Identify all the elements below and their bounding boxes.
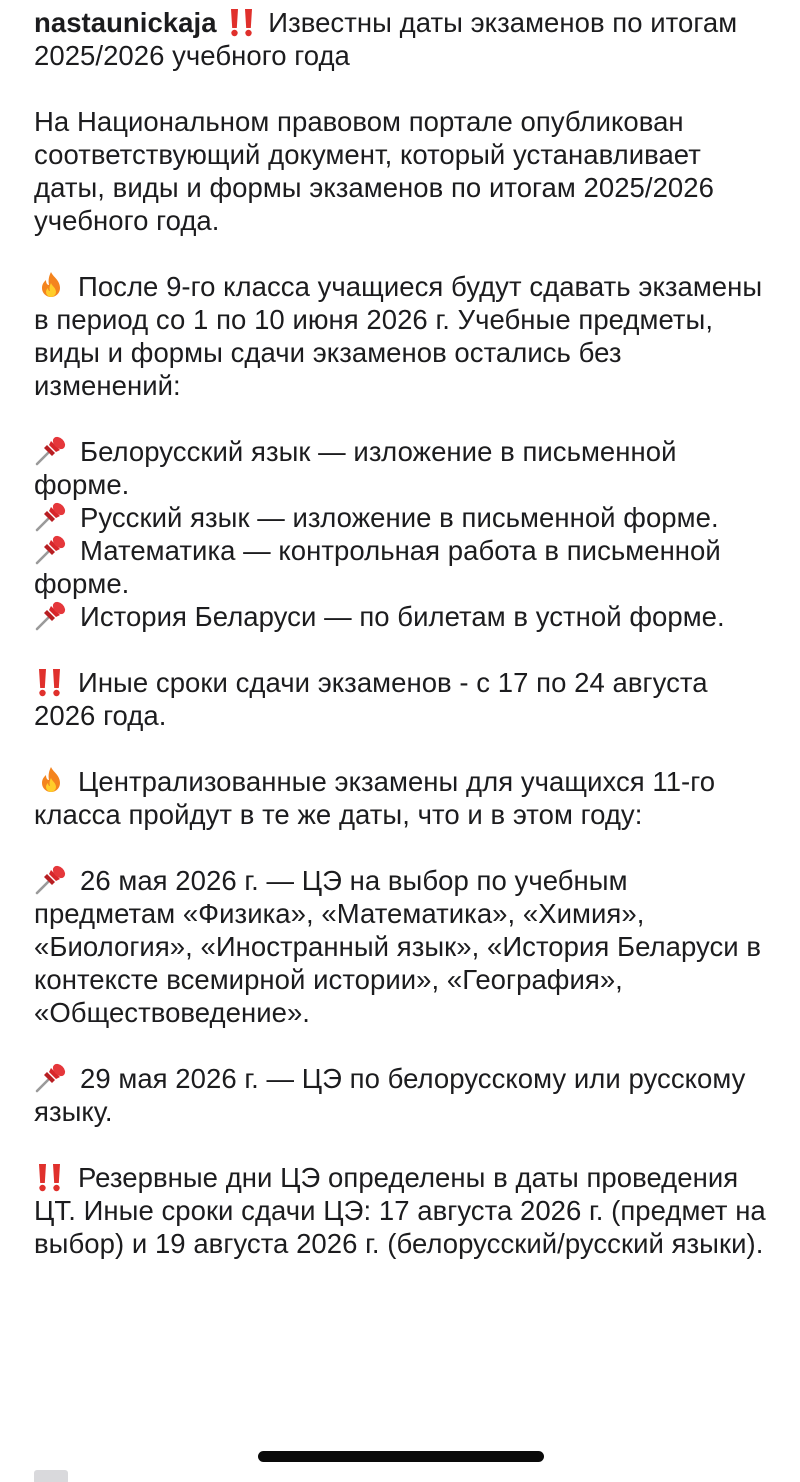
- ce-may29-text: 29 мая 2026 г. — ЦЭ по белорусскому или русскому языку.: [34, 1063, 746, 1127]
- exam-item-text: Русский язык — изложение в письменной форме.: [80, 502, 719, 533]
- grade9-paragraph: [34, 270, 774, 402]
- double-exclamation-icon: [34, 667, 68, 697]
- other-dates-paragraph: [34, 666, 774, 732]
- home-indicator[interactable]: [258, 1451, 544, 1462]
- other-dates-text: Иные сроки сдачи экзаменов - с 17 по 24 августа 2026 года.: [34, 667, 708, 731]
- post-title: Известны даты экзаменов по итогам 2025/2026 учебного года: [34, 7, 738, 71]
- exam-item-russian: [34, 501, 774, 534]
- exam-item-text: Белорусский язык — изложение в письменной форме.: [34, 436, 677, 500]
- pushpin-icon: [34, 865, 70, 895]
- centralized-paragraph: [34, 765, 774, 831]
- double-exclamation-icon: [226, 7, 260, 37]
- ce-may26-paragraph: [34, 864, 774, 1029]
- exam-item-text: Математика — контрольная работа в письменной форме.: [34, 535, 721, 599]
- username-link[interactable]: nastaunickaja: [34, 7, 217, 38]
- centralized-text: Централизованные экзамены для учащихся 11-го класса пройдут в те же даты, что и в этом году:: [34, 766, 716, 830]
- reserve-text: Резервные дни ЦЭ определены в даты проведения ЦТ. Иные сроки сдачи ЦЭ: 17 августа 2026 г. (предмет на выбор) и 19 августа 2026 г. (белорусский/русский языки).: [34, 1162, 766, 1259]
- reserve-paragraph: [34, 1161, 774, 1260]
- double-exclamation-icon: [34, 1162, 68, 1192]
- caption-header: [34, 6, 774, 72]
- exam-item-belarusian: [34, 435, 774, 501]
- exam-item-math: [34, 534, 774, 600]
- fire-icon: [34, 271, 68, 301]
- fire-icon: [34, 766, 68, 796]
- ce-may29-paragraph: [34, 1062, 774, 1128]
- grade9-text: После 9-го класса учащиеся будут сдавать экзамены в период со 1 по 10 июня 2026 г. Учебные предметы, виды и формы сдачи экзаменов остались без изменений:: [34, 271, 763, 401]
- ce-may26-text: 26 мая 2026 г. — ЦЭ на выбор по учебным предметам «Физика», «Математика», «Химия», «Биология», «Иностранный язык», «История Беларуси в контексте всемирной истории», «География», «Обществоведение».: [34, 865, 762, 1028]
- pushpin-icon: [34, 535, 70, 565]
- checkbox-icon: [34, 1470, 68, 1482]
- truncated-next-line: [34, 1468, 774, 1482]
- intro-paragraph: На Национальном правовом портале опубликован соответствующий документ, который устанавливает даты, виды и формы экзаменов по итогам 2025/2026 учебного года.: [34, 106, 714, 236]
- pushpin-icon: [34, 502, 70, 532]
- exam-item-history: [34, 600, 774, 633]
- pushpin-icon: [34, 601, 70, 631]
- post-caption: [34, 6, 774, 1260]
- exam-item-text: История Беларуси — по билетам в устной форме.: [80, 601, 725, 632]
- pushpin-icon: [34, 436, 70, 466]
- pushpin-icon: [34, 1063, 70, 1093]
